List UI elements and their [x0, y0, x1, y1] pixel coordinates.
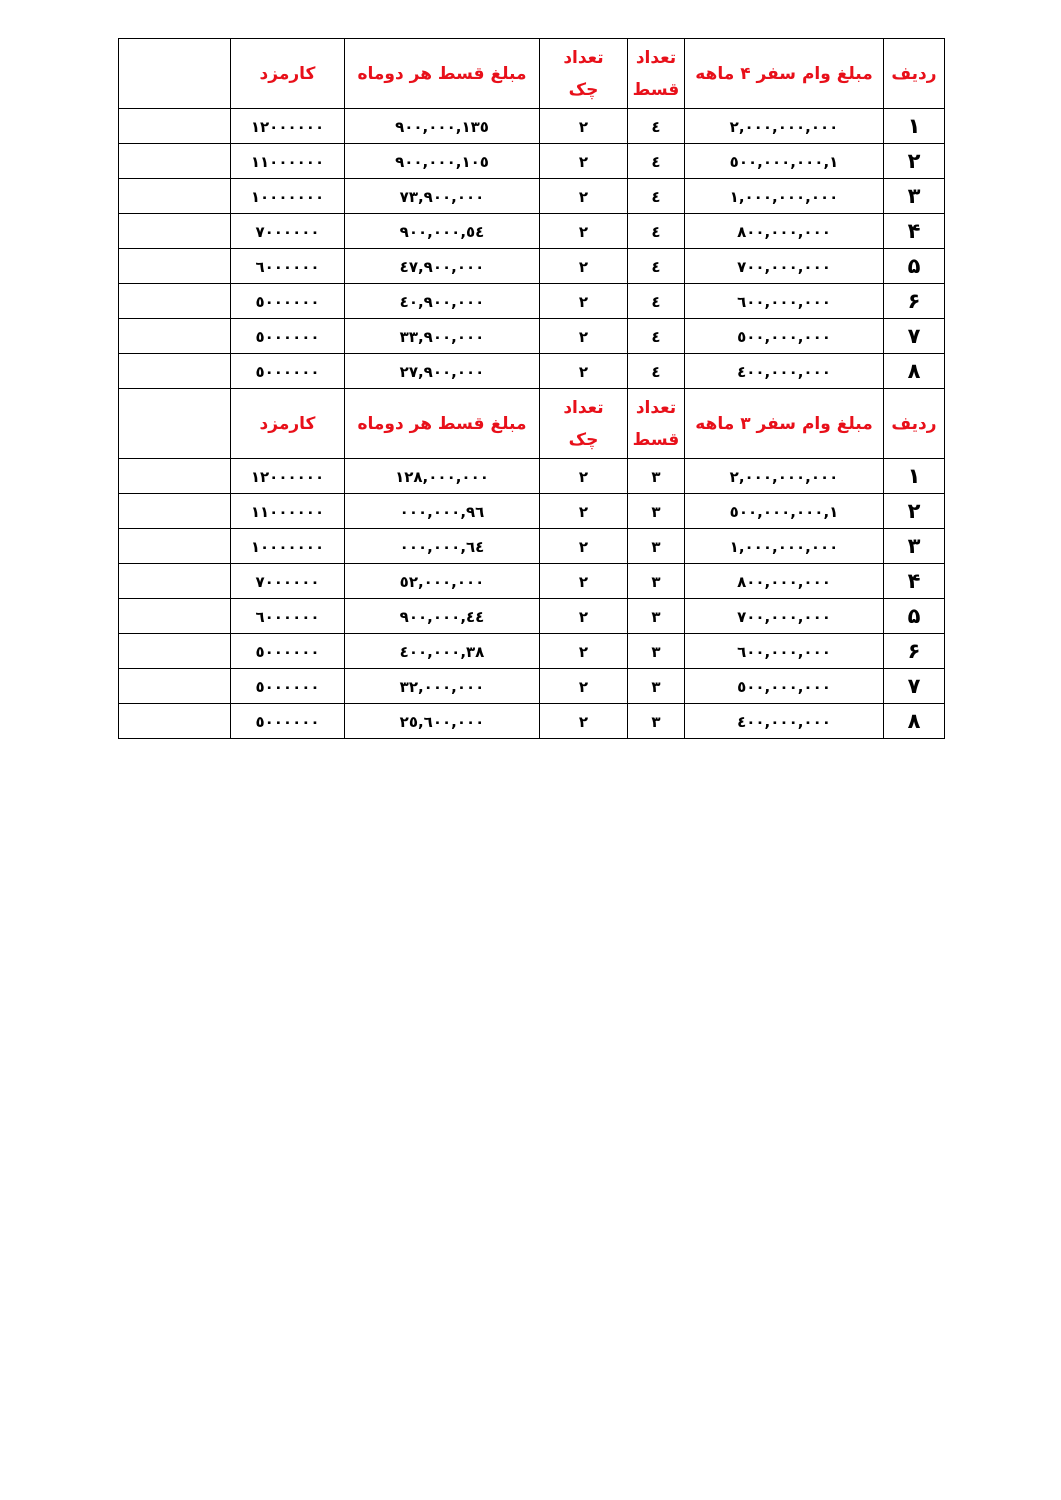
- fee-amount-cell: [231, 109, 345, 144]
- row-number: ۳: [907, 534, 921, 558]
- fee-amount: ۱۰۰۰۰۰۰۰: [250, 537, 325, 556]
- checks-count: ۲: [578, 362, 589, 381]
- installments-count: ٤: [651, 117, 661, 136]
- loan-amount-cell: [685, 529, 884, 564]
- payment-amount: ٤۰,۹۰۰,۰۰۰: [399, 292, 485, 311]
- table-row: [119, 669, 945, 704]
- loan-amount: ٤۰۰,۰۰۰,۰۰۰: [737, 712, 831, 731]
- payment-amount: ٥٤,۹۰۰,۰۰۰: [399, 222, 485, 241]
- blank-cell: [119, 529, 231, 564]
- loan-amount: ۲,۰۰۰,۰۰۰,۰۰۰: [729, 117, 839, 136]
- row-number: ۴: [907, 569, 921, 593]
- blank-cell: [119, 214, 231, 249]
- payment-amount-cell: [345, 564, 540, 599]
- loan-amount: ۱,٥۰۰,۰۰۰,۰۰۰: [729, 152, 839, 171]
- row-number: ۴: [907, 219, 921, 243]
- row-number-cell: [884, 494, 945, 529]
- checks-count: ۲: [578, 712, 589, 731]
- table-row: [119, 704, 945, 739]
- installments-count-cell: [628, 319, 685, 354]
- payment-amount-cell: [345, 529, 540, 564]
- row-number-cell: [884, 284, 945, 319]
- loan-amount: ۱,٥۰۰,۰۰۰,۰۰۰: [729, 502, 839, 521]
- row-number: ۳: [907, 184, 921, 208]
- row-number-cell: [884, 109, 945, 144]
- checks-count-cell: [540, 109, 628, 144]
- payment-amount-cell: [345, 144, 540, 179]
- table-row: [119, 494, 945, 529]
- installments-count: ۳: [651, 572, 661, 591]
- checks-count-cell: [540, 179, 628, 214]
- loan-amount: ۸۰۰,۰۰۰,۰۰۰: [737, 222, 831, 241]
- fee-amount: ٦۰۰۰۰۰۰: [255, 257, 320, 276]
- installments-count-cell: [628, 459, 685, 494]
- loan-amount-cell: [685, 319, 884, 354]
- row-number-cell: [884, 669, 945, 704]
- checks-count: ۲: [578, 502, 589, 521]
- loan-amount-header: مبلغ وام سفر ۴ ماهه: [695, 63, 873, 84]
- installments-count: ٤: [651, 292, 661, 311]
- checks-count: ۲: [578, 572, 589, 591]
- payment-header-cell: [345, 39, 540, 109]
- installments-count: ٤: [651, 327, 661, 346]
- installments-count: ٤: [651, 257, 661, 276]
- payment-amount: ۳۳,۹۰۰,۰۰۰: [399, 327, 485, 346]
- row-number: ۷: [907, 674, 921, 698]
- checks-count: ۲: [578, 117, 589, 136]
- payment-amount: ۱۳٥,۹۰۰,۰۰۰: [395, 117, 489, 136]
- installments-count-cell: [628, 634, 685, 669]
- row-number-cell: [884, 599, 945, 634]
- checks-count-cell: [540, 599, 628, 634]
- loan-amount-cell: [685, 144, 884, 179]
- table-row: [119, 109, 945, 144]
- fee-amount-cell: [231, 179, 345, 214]
- installments-count-cell: [628, 354, 685, 389]
- payment-header-cell: [345, 389, 540, 459]
- installments-count-cell: [628, 179, 685, 214]
- checks-count: ۲: [578, 257, 589, 276]
- row-number-cell: [884, 704, 945, 739]
- loan-amount: ٦۰۰,۰۰۰,۰۰۰: [737, 292, 831, 311]
- checks-count-header-line1: تعداد: [563, 397, 604, 418]
- checks-count: ۲: [578, 467, 589, 486]
- payment-amount-cell: [345, 494, 540, 529]
- installments-count-header: [628, 389, 685, 459]
- checks-count: ۲: [578, 187, 589, 206]
- installments-count-header-line1: تعداد: [635, 47, 677, 68]
- payment-header: مبلغ قسط هر دوماه: [357, 63, 527, 84]
- loan-amount: ۸۰۰,۰۰۰,۰۰۰: [737, 572, 831, 591]
- fee-amount: ٥۰۰۰۰۰۰: [255, 292, 320, 311]
- fee-amount-cell: [231, 354, 345, 389]
- checks-count: ۲: [578, 607, 589, 626]
- loan-amount-cell: [685, 249, 884, 284]
- table-body: [119, 39, 945, 739]
- fee-amount: ۷۰۰۰۰۰۰: [255, 572, 320, 591]
- payment-amount-cell: [345, 214, 540, 249]
- payment-amount-cell: [345, 109, 540, 144]
- fee-amount: ٥۰۰۰۰۰۰: [255, 642, 320, 661]
- fee-header-cell: [231, 39, 345, 109]
- installments-count: ٤: [651, 187, 661, 206]
- loan-amount: ۲,۰۰۰,۰۰۰,۰۰۰: [729, 467, 839, 486]
- payment-amount: ٦٤,۰۰۰,۰۰۰: [399, 537, 485, 556]
- installments-count-header-line2: قسط: [632, 429, 680, 450]
- loan-amount: ۱,۰۰۰,۰۰۰,۰۰۰: [729, 187, 839, 206]
- loan-amount-cell: [685, 564, 884, 599]
- loan-amount-cell: [685, 459, 884, 494]
- payment-amount: ۱۰٥,۹۰۰,۰۰۰: [395, 152, 489, 171]
- row-number-cell: [884, 354, 945, 389]
- payment-amount: ۳۸,٤۰۰,۰۰۰: [399, 642, 485, 661]
- payment-amount-cell: [345, 634, 540, 669]
- blank-cell: [119, 144, 231, 179]
- blank-cell: [119, 249, 231, 284]
- row-number: ۸: [907, 709, 921, 733]
- blank-cell: [119, 319, 231, 354]
- fee-header: کارمزد: [259, 63, 316, 84]
- row-number-cell: [884, 634, 945, 669]
- loan-amount: ۷۰۰,۰۰۰,۰۰۰: [737, 607, 831, 626]
- row-number: ۱: [907, 114, 921, 138]
- checks-count-cell: [540, 459, 628, 494]
- installments-count-cell: [628, 144, 685, 179]
- row-number-cell: [884, 179, 945, 214]
- blank-cell: [119, 669, 231, 704]
- installments-count-cell: [628, 214, 685, 249]
- blank-cell: [119, 704, 231, 739]
- installments-count: ۳: [651, 642, 661, 661]
- row-number-header-cell: [884, 389, 945, 459]
- payment-amount: ۲۷,۹۰۰,۰۰۰: [399, 362, 485, 381]
- table-row: [119, 529, 945, 564]
- checks-count-cell: [540, 249, 628, 284]
- blank-cell: [119, 494, 231, 529]
- table-row: [119, 249, 945, 284]
- installments-count-cell: [628, 494, 685, 529]
- fee-amount-cell: [231, 564, 345, 599]
- loan-amount-cell: [685, 109, 884, 144]
- checks-count: ۲: [578, 642, 589, 661]
- installments-count: ۳: [651, 607, 661, 626]
- checks-count: ۲: [578, 327, 589, 346]
- checks-count-header-line2: چک: [568, 79, 599, 100]
- checks-count-cell: [540, 704, 628, 739]
- payment-amount-cell: [345, 669, 540, 704]
- fee-amount: ٥۰۰۰۰۰۰: [255, 327, 320, 346]
- payment-amount-cell: [345, 599, 540, 634]
- payment-amount: ۹٦,۰۰۰,۰۰۰: [399, 502, 485, 521]
- row-number: ۲: [907, 149, 921, 173]
- fee-header: کارمزد: [259, 413, 316, 434]
- table-row: [119, 599, 945, 634]
- payment-header: مبلغ قسط هر دوماه: [357, 413, 527, 434]
- checks-count: ۲: [578, 537, 589, 556]
- row-number-cell: [884, 529, 945, 564]
- blank-cell: [119, 109, 231, 144]
- loan-amount-header: مبلغ وام سفر ۳ ماهه: [695, 413, 873, 434]
- checks-count-cell: [540, 669, 628, 704]
- checks-count-cell: [540, 284, 628, 319]
- fee-amount-cell: [231, 284, 345, 319]
- payment-amount: ٤٤,۹۰۰,۰۰۰: [399, 607, 485, 626]
- header-row: [119, 389, 945, 459]
- fee-amount-cell: [231, 494, 345, 529]
- blank-cell: [119, 564, 231, 599]
- installments-count: ٤: [651, 362, 661, 381]
- installments-count: ۳: [651, 712, 661, 731]
- loan-amount-cell: [685, 599, 884, 634]
- row-number-cell: [884, 319, 945, 354]
- fee-amount: ۱۱۰۰۰۰۰۰: [250, 152, 325, 171]
- row-number-cell: [884, 564, 945, 599]
- table-row: [119, 319, 945, 354]
- blank-cell: [119, 599, 231, 634]
- payment-amount-cell: [345, 179, 540, 214]
- fee-amount-cell: [231, 634, 345, 669]
- installments-count-cell: [628, 704, 685, 739]
- fee-amount: ٥۰۰۰۰۰۰: [255, 362, 320, 381]
- row-number: ۵: [907, 604, 921, 628]
- header-row: [119, 39, 945, 109]
- installments-count: ۳: [651, 502, 661, 521]
- installments-count-header: [628, 39, 685, 109]
- installments-count: ۳: [651, 537, 661, 556]
- blank-cell: [119, 354, 231, 389]
- checks-count-cell: [540, 634, 628, 669]
- table-row: [119, 144, 945, 179]
- checks-count: ۲: [578, 292, 589, 311]
- installments-count-cell: [628, 249, 685, 284]
- row-number: ۶: [907, 639, 921, 663]
- blank-cell: [119, 634, 231, 669]
- fee-amount: ۷۰۰۰۰۰۰: [255, 222, 320, 241]
- checks-count-cell: [540, 319, 628, 354]
- blank-cell: [119, 459, 231, 494]
- loan-amount: ٥۰۰,۰۰۰,۰۰۰: [737, 327, 831, 346]
- installments-count-cell: [628, 284, 685, 319]
- checks-count: ۲: [578, 222, 589, 241]
- row-number-header-cell: [884, 39, 945, 109]
- row-number: ۷: [907, 324, 921, 348]
- checks-count: ۲: [578, 152, 589, 171]
- row-number: ۵: [907, 254, 921, 278]
- loan-amount-cell: [685, 494, 884, 529]
- payment-amount-cell: [345, 284, 540, 319]
- fee-amount: ۱۲۰۰۰۰۰۰: [250, 117, 325, 136]
- checks-count-header-line1: تعداد: [563, 47, 604, 68]
- blank-header-cell: [119, 39, 231, 109]
- fee-amount: ۱۱۰۰۰۰۰۰: [250, 502, 325, 521]
- loan-table: [118, 38, 945, 739]
- fee-amount: ۱۲۰۰۰۰۰۰: [250, 467, 325, 486]
- checks-count-cell: [540, 144, 628, 179]
- fee-amount-cell: [231, 144, 345, 179]
- fee-amount: ٥۰۰۰۰۰۰: [255, 712, 320, 731]
- loan-amount-cell: [685, 354, 884, 389]
- fee-amount-cell: [231, 599, 345, 634]
- checks-count-cell: [540, 494, 628, 529]
- fee-amount-cell: [231, 214, 345, 249]
- installments-count-cell: [628, 669, 685, 704]
- loan-amount-cell: [685, 179, 884, 214]
- loan-amount-cell: [685, 634, 884, 669]
- fee-amount-cell: [231, 704, 345, 739]
- loan-amount-header-cell: [685, 39, 884, 109]
- installments-count-header-line2: قسط: [632, 79, 680, 100]
- fee-amount: ٥۰۰۰۰۰۰: [255, 677, 320, 696]
- installments-count-cell: [628, 564, 685, 599]
- installments-count-cell: [628, 109, 685, 144]
- payment-amount: ۳۲,۰۰۰,۰۰۰: [399, 677, 485, 696]
- checks-count-header: [540, 389, 628, 459]
- checks-count-header-line2: چک: [568, 429, 599, 450]
- fee-amount: ۱۰۰۰۰۰۰۰: [250, 187, 325, 206]
- fee-amount-cell: [231, 249, 345, 284]
- fee-amount: ٦۰۰۰۰۰۰: [255, 607, 320, 626]
- loan-amount-cell: [685, 704, 884, 739]
- payment-amount: ٥۲,۰۰۰,۰۰۰: [399, 572, 485, 591]
- loan-amount: ٤۰۰,۰۰۰,۰۰۰: [737, 362, 831, 381]
- loan-amount-cell: [685, 214, 884, 249]
- installments-count: ٤: [651, 222, 661, 241]
- row-number: ۸: [907, 359, 921, 383]
- fee-amount-cell: [231, 669, 345, 704]
- table-row: [119, 564, 945, 599]
- installments-count: ۳: [651, 677, 661, 696]
- payment-amount-cell: [345, 704, 540, 739]
- row-number-cell: [884, 249, 945, 284]
- payment-amount: ۱۲۸,۰۰۰,۰۰۰: [395, 467, 489, 486]
- payment-amount-cell: [345, 354, 540, 389]
- installments-count-cell: [628, 599, 685, 634]
- row-number-header: ردیف: [891, 413, 937, 434]
- row-number: ۱: [907, 464, 921, 488]
- payment-amount-cell: [345, 249, 540, 284]
- row-number-cell: [884, 459, 945, 494]
- row-number: ۲: [907, 499, 921, 523]
- blank-cell: [119, 284, 231, 319]
- row-number: ۶: [907, 289, 921, 313]
- payment-amount: ۷۳,۹۰۰,۰۰۰: [399, 187, 485, 206]
- checks-count: ۲: [578, 677, 589, 696]
- fee-amount-cell: [231, 459, 345, 494]
- payment-amount: ٤۷,۹۰۰,۰۰۰: [399, 257, 485, 276]
- installments-count: ٤: [651, 152, 661, 171]
- loan-amount: ۷۰۰,۰۰۰,۰۰۰: [737, 257, 831, 276]
- loan-amount-cell: [685, 284, 884, 319]
- payment-amount-cell: [345, 319, 540, 354]
- loan-amount-cell: [685, 669, 884, 704]
- checks-count-cell: [540, 354, 628, 389]
- payment-amount: ۲٥,٦۰۰,۰۰۰: [399, 712, 485, 731]
- checks-count-header: [540, 39, 628, 109]
- loan-amount: ۱,۰۰۰,۰۰۰,۰۰۰: [729, 537, 839, 556]
- fee-amount-cell: [231, 529, 345, 564]
- installments-count-cell: [628, 529, 685, 564]
- row-number-header: ردیف: [891, 63, 937, 84]
- loan-amount-header-cell: [685, 389, 884, 459]
- row-number-cell: [884, 144, 945, 179]
- blank-header-cell: [119, 389, 231, 459]
- loan-amount: ٥۰۰,۰۰۰,۰۰۰: [737, 677, 831, 696]
- table-row: [119, 634, 945, 669]
- table-row: [119, 179, 945, 214]
- installments-count-header-line1: تعداد: [635, 397, 677, 418]
- payment-amount-cell: [345, 459, 540, 494]
- table-row: [119, 354, 945, 389]
- table-row: [119, 214, 945, 249]
- blank-cell: [119, 179, 231, 214]
- table-row: [119, 459, 945, 494]
- checks-count-cell: [540, 529, 628, 564]
- checks-count-cell: [540, 564, 628, 599]
- row-number-cell: [884, 214, 945, 249]
- loan-amount: ٦۰۰,۰۰۰,۰۰۰: [737, 642, 831, 661]
- checks-count-cell: [540, 214, 628, 249]
- installments-count: ۳: [651, 467, 661, 486]
- table-row: [119, 284, 945, 319]
- fee-amount-cell: [231, 319, 345, 354]
- fee-header-cell: [231, 389, 345, 459]
